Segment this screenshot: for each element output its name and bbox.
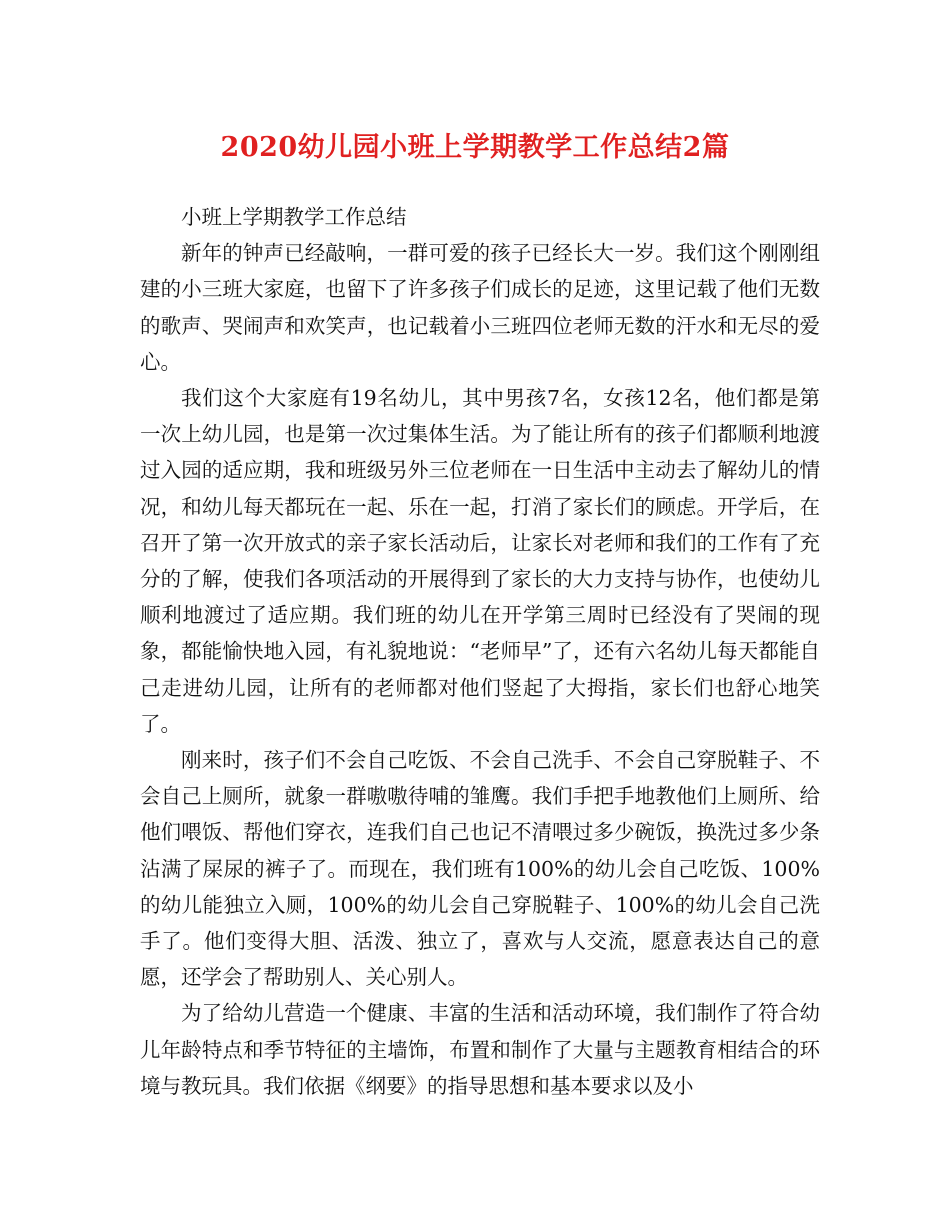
paragraph-2: 我们这个大家庭有19名幼儿，其中男孩7名，女孩12名，他们都是第一次上幼儿园，也是第一次过集体生活。为了能让所有的孩子们都顺利地渡过入园的适应期，我和班级另外三位老师在一日生活中主动去了解幼儿的情况，和幼儿每天都玩在一起、乐在一起，打消了家长们的顾虑。开学后，在召开了第一次开放式的亲子家长活动后，让家长对老师和我们的工作有了充分的了解，使我们各项活动的开展得到了家长的大力支持与协作，也使幼儿顺利地渡过了适应期。我们班的幼儿在开学第三周时已经没有了哭闹的现象，都能愉快地入园，有礼貌地说：“老师早”了，还有六名幼儿每天都能自己走进幼儿园，让所有的老师都对他们竖起了大拇指，家长们也舒心地笑了。: [140, 386, 820, 736]
document-body: [140, 199, 820, 1104]
section-heading: 小班上学期教学工作总结: [181, 205, 407, 229]
paragraph-1: 新年的钟声已经敲响，一群可爱的孩子已经长大一岁。我们这个刚刚组建的小三班大家庭，也留下了许多孩子们成长的足迹，这里记载了他们无数的歌声、哭闹声和欢笑声，也记载着小三班四位老师无数的汗水和无尽的爱心。: [140, 241, 820, 374]
document-title: 2020幼儿园小班上学期教学工作总结2篇: [220, 132, 730, 163]
paragraph-3: 刚来时，孩子们不会自己吃饭、不会自己洗手、不会自己穿脱鞋子、不会自己上厕所，就象一群嗷嗷待哺的雏鹰。我们手把手地教他们上厕所、给他们喂饭、帮他们穿衣，连我们自己也记不清喂过多少碗饭，换洗过多少条沾满了屎尿的裤子了。而现在，我们班有100%的幼儿会自己吃饭、100%的幼儿能独立入厕，100%的幼儿会自己穿脱鞋子、100%的幼儿会自己洗手了。他们变得大胆、活泼、独立了，喜欢与人交流，愿意表达自己的意愿，还学会了帮助别人、关心别人。: [140, 748, 820, 990]
paragraph-4: 为了给幼儿营造一个健康、丰富的生活和活动环境，我们制作了符合幼儿年龄特点和季节特征的主墙饰，布置和制作了大量与主题教育相结合的环境与教玩具。我们依据《纲要》的指导思想和基本要求以及小: [140, 1001, 820, 1098]
